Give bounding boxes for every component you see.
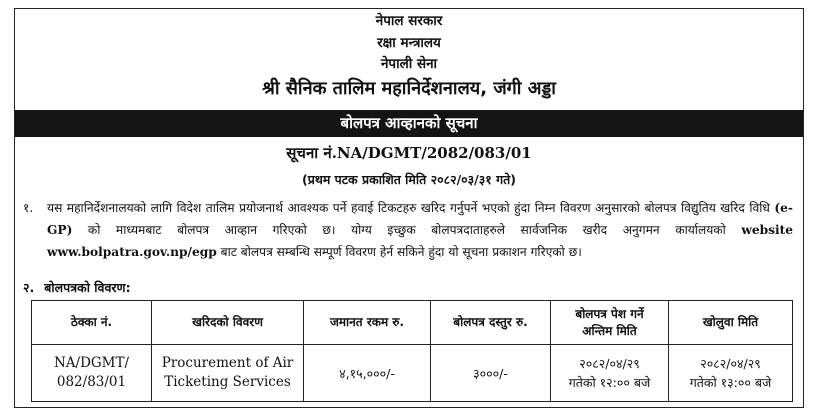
header-opening: खोलुवा मिति (669, 301, 793, 345)
cell-deadline (551, 345, 669, 402)
table-header-row (32, 301, 793, 345)
bid-details-table (31, 300, 793, 402)
opening-time: गतेको १३:०० बजे (689, 375, 772, 390)
paragraph-1-part3: बाट बोलपत्र सम्बन्धि सम्पूर्ण विवरण हेर्न सकिने हुंदा यो सूचना प्रकाशन गरिएको छ। (216, 245, 582, 259)
header-deadline-line1: बोलपत्र पेश गर्ने (575, 306, 644, 321)
section-2-heading (23, 279, 131, 296)
cell-bid-fee: ३०००/- (431, 345, 551, 402)
tender-notice (14, 8, 804, 408)
notice-number: सूचना नं.NA/DGMT/2082/083/01 (286, 144, 532, 162)
header-office: श्री सैनिक तालिम महानिर्देशनालय, जंगी अड्डा (262, 78, 556, 99)
cell-contract-no (32, 345, 152, 402)
header-government: नेपाल सरकार (375, 13, 443, 29)
header-contract-no: ठेक्का नं. (32, 301, 152, 345)
description-line1: Procurement of Air (161, 355, 294, 371)
header-bid-security: जमानत रकम रु. (304, 301, 431, 345)
header-deadline (551, 301, 669, 345)
header-bid-fee: बोलपत्र दस्तुर रु. (431, 301, 551, 345)
cell-description (152, 345, 304, 402)
description-line2: Ticketing Services (164, 374, 291, 390)
paragraph-1-part1: यस महानिर्देशनालयको लागि विदेश तालिम प्रयोजनार्थ आवश्यक पर्ने हवाई टिकटहरु खरिद गर्नुपर्ने भएको हुंदा निम्न विवरण अनुसारको बोलपत्र विद्युतिय खरिद विधि (47, 201, 775, 215)
paragraph-1-number: १. (23, 201, 34, 215)
website-link[interactable]: website www.bolpatra.gov.np/egp (47, 223, 793, 259)
contract-no-line1: NA/DGMT/ (53, 355, 130, 371)
cell-bid-security: ४,१५,०००/- (304, 345, 431, 402)
opening-date: २०८२/०४/२९ (700, 356, 761, 371)
deadline-date: २०८२/०४/२९ (579, 356, 640, 371)
notice-title-bar: बोलपत्र आव्हानको सूचना (15, 110, 803, 137)
paragraph-1 (23, 197, 793, 263)
cell-opening (669, 345, 793, 402)
header-army: नेपाली सेना (380, 56, 438, 72)
header-description: खरिदको विवरण (152, 301, 304, 345)
egp-label: (e-GP) (47, 201, 793, 237)
publication-date: (प्रथम पटक प्रकाशित मिति २०८२/०३/३१ गते) (302, 172, 516, 187)
section-2-label: बोलपत्रको विवरण: (44, 280, 131, 295)
contract-no-line2: 082/83/01 (56, 374, 127, 390)
paragraph-1-part2: को माध्यमबाट बोलपत्र आव्हान गरिएको छ। योग्य इच्छुक बोलपत्रदाताहरुले सार्वजनिक खरीद अनुगमन कार्यालयको (72, 223, 742, 237)
paragraph-1-text (47, 197, 793, 263)
header-deadline-line2: अन्तिम मिति (582, 323, 637, 338)
deadline-time: गतेको १२:०० बजे (568, 375, 651, 390)
table-row (32, 345, 793, 402)
section-2-number: २. (23, 280, 35, 295)
header-ministry: रक्षा मन्त्रालय (377, 35, 441, 51)
